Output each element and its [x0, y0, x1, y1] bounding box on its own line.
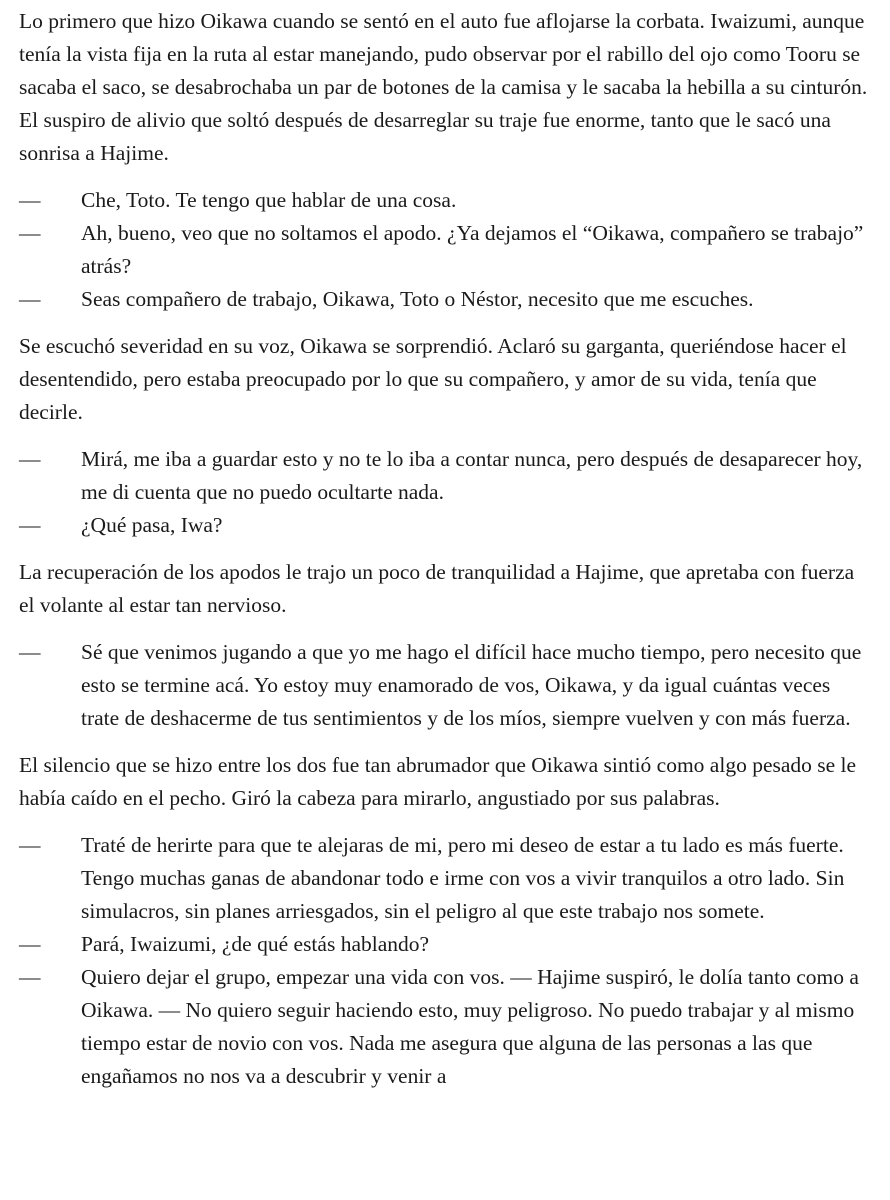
- dialogue-group-2: [19, 443, 872, 542]
- dialogue-line: [19, 928, 872, 961]
- dialogue-dash: —: [19, 513, 41, 537]
- dialogue-line: [19, 961, 872, 1093]
- paragraph-2: Se escuchó severidad en su voz, Oikawa se sorprendió. Aclaró su garganta, queriéndose hacer el desentendido, pero estaba preocupado por lo que su compañero, y amor de su vida, tenía que decirle.: [19, 334, 847, 424]
- dialogue-dash: —: [19, 188, 41, 212]
- dialogue-text: Seas compañero de trabajo, Oikawa, Toto o Néstor, necesito que me escuches.: [81, 287, 754, 311]
- dialogue-dash: —: [19, 287, 41, 311]
- dialogue-text: Sé que venimos jugando a que yo me hago el difícil hace mucho tiempo, pero necesito que esto se termine acá. Yo estoy muy enamorado de vos, Oikawa, y da igual cuántas veces trate de deshacerme de tus sentimientos y de los míos, siempre vuelven y con más fuerza.: [81, 640, 862, 730]
- dialogue-group-1: [19, 184, 872, 316]
- dialogue-line: [19, 217, 872, 283]
- paragraph-4: El silencio que se hizo entre los dos fue tan abrumador que Oikawa sintió como algo pesado se le había caído en el pecho. Giró la cabeza para mirarlo, angustiado por sus palabras.: [19, 753, 857, 810]
- dialogue-text: Pará, Iwaizumi, ¿de qué estás hablando?: [81, 932, 430, 956]
- dialogue-line: [19, 283, 872, 316]
- dialogue-line: [19, 184, 872, 217]
- dialogue-line: [19, 829, 872, 928]
- dialogue-dash: —: [19, 447, 41, 471]
- dialogue-line: [19, 443, 872, 509]
- dialogue-text: Che, Toto. Te tengo que hablar de una cosa.: [81, 188, 457, 212]
- dialogue-text: Ah, bueno, veo que no soltamos el apodo. ¿Ya dejamos el “Oikawa, compañero se trabajo” atrás?: [81, 221, 864, 278]
- dialogue-group-4: [19, 829, 872, 1093]
- dialogue-line: [19, 509, 872, 542]
- dialogue-line: [19, 636, 872, 735]
- paragraph-3: La recuperación de los apodos le trajo un poco de tranquilidad a Hajime, que apretaba con fuerza el volante al estar tan nervioso.: [19, 560, 855, 617]
- dialogue-dash: —: [19, 965, 41, 989]
- dialogue-text: Mirá, me iba a guardar esto y no te lo iba a contar nunca, pero después de desaparecer hoy, me di cuenta que no puedo ocultarte nada.: [81, 447, 863, 504]
- dialogue-text: Quiero dejar el grupo, empezar una vida con vos. — Hajime suspiró, le dolía tanto como a Oikawa. — No quiero seguir haciendo esto, muy peligroso. No puedo trabajar y al mismo tiempo estar de novio con vos. Nada me asegura que alguna de las personas a las que engañamos no nos va a descubrir y venir a: [81, 965, 859, 1088]
- dialogue-dash: —: [19, 640, 41, 664]
- dialogue-text: ¿Qué pasa, Iwa?: [81, 513, 223, 537]
- dialogue-group-3: [19, 636, 872, 735]
- dialogue-dash: —: [19, 221, 41, 245]
- dialogue-text: Traté de herirte para que te alejaras de mi, pero mi deseo de estar a tu lado es más fuerte. Tengo muchas ganas de abandonar todo e irme con vos a vivir tranquilos a otro lado. Sin simulacros, sin planes arriesgados, sin el peligro al que este trabajo nos somete.: [81, 833, 845, 923]
- dialogue-dash: —: [19, 932, 41, 956]
- paragraph-1: Lo primero que hizo Oikawa cuando se sentó en el auto fue aflojarse la corbata. Iwaizumi, aunque tenía la vista fija en la ruta al estar manejando, pudo observar por el rabillo del ojo como Tooru se sacaba el saco, se desabrochaba un par de botones de la camisa y le sacaba la hebilla a su cinturón. El suspiro de alivio que soltó después de desarreglar su traje fue enorme, tanto que le sacó una sonrisa a Hajime.: [19, 9, 868, 165]
- dialogue-dash: —: [19, 833, 41, 857]
